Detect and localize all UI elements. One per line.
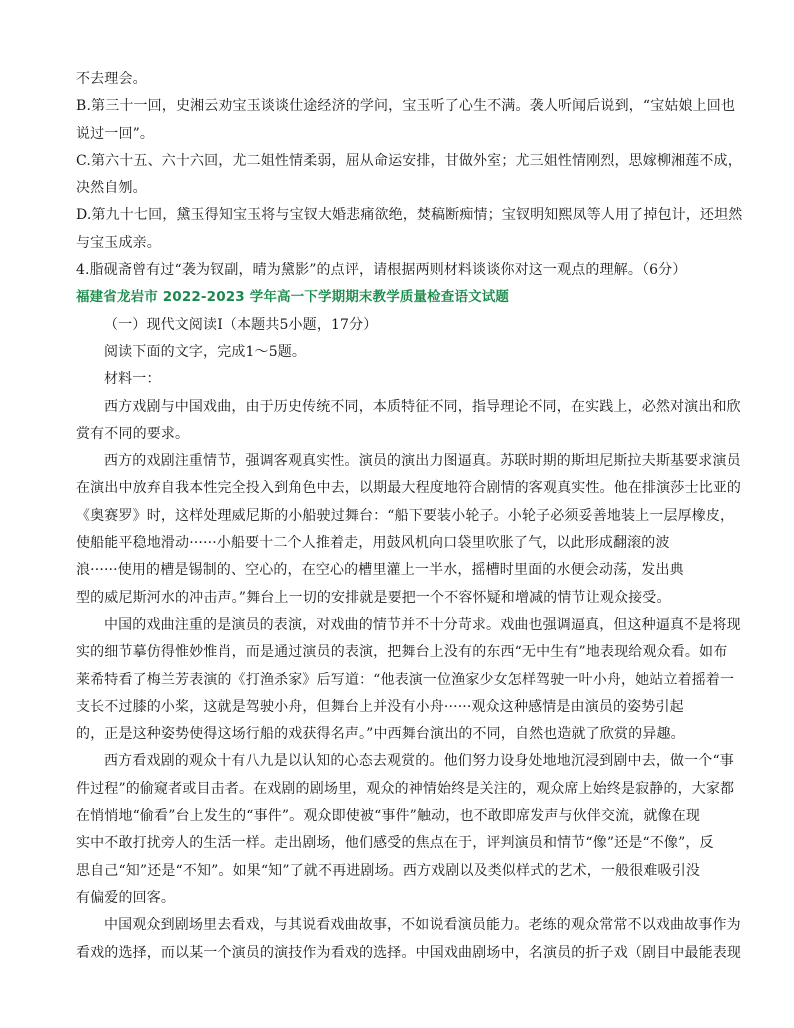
paragraph-4-line: 西方看戏剧的观众十有八九是以认知的心态去观赏的。他们努力设身处地地沉浸到剧中去，做一个“事	[104, 753, 734, 770]
option-d-line: 与宝玉成亲。	[76, 234, 161, 251]
paragraph-2-line: 西方的戏剧注重情节，强调客观真实性。演员的演出力图逼真。苏联时期的斯坦尼斯拉夫斯基要求演员	[104, 453, 741, 470]
paragraph-2-line: 型的威尼斯河水的冲击声。”舞台上一切的安排就是要把一个不容怀疑和增减的情节让观众接受。	[76, 589, 671, 606]
paragraph-2-line: 《奥赛罗》时，这样处理威尼斯的小船驶过舞台：“船下要装小轮子。小轮子必须妥善地装上一层厚橡皮，	[76, 507, 735, 524]
paragraph-4-line: 思自己“知”还是“不知”。如果“知”了就不再进剧场。西方戏剧以及类似样式的艺术，一般很难吸引没	[76, 862, 700, 879]
paragraph-5-line: 看戏的选择，而以某一个演员的演技作为看戏的选择。中国戏曲剧场中，名演员的折子戏（剧目中最能表现	[76, 944, 742, 961]
paragraph-3-line: 实的细节摹仿得惟妙惟肖，而是通过演员的表演，把舞台上没有的东西“无中生有”地表现给观众看。如布	[76, 644, 728, 661]
paragraph-3-line: 的，正是这种姿势使得这场行船的戏获得名声。”中西舞台演出的不同，自然也造就了欣赏的异趣。	[76, 726, 685, 743]
paragraph-3-line: 莱希特看了梅兰芳表演的《打渔杀家》后写道：“他表演一位渔家少女怎样驾驶一叶小舟，她站立着摇着一	[76, 671, 735, 688]
option-d-line: D.第九十七回，黛玉得知宝玉将与宝钗大婚悲痛欲绝，焚稿断痴情；宝钗明知熙凤等人用了掉包计，还坦然	[76, 207, 743, 224]
instruction: 阅读下面的文字，完成1～5题。	[104, 343, 307, 360]
paragraph-4-line: 件过程”的偷窥者或目击者。在戏剧的剧场里，观众的神情始终是关注的，观众席上始终是寂静的，大家都	[76, 780, 735, 797]
section-title: （一）现代文阅读I（本题共5小题，17分）	[104, 316, 378, 333]
paragraph-1-line: 赏有不同的要求。	[76, 425, 190, 442]
paragraph-2-line: 在演出中放弃自我本性完全投入到角色中去，以期最大程度地符合剧情的客观真实性。他在排演莎士比亚的	[76, 480, 742, 497]
paragraph-5-line: 中国观众到剧场里去看戏，与其说看戏曲故事，不如说看演员能力。老练的观众常常不以戏曲故事作为	[104, 917, 741, 934]
option-c-line: C.第六十五、六十六回，尤二姐性情柔弱，屈从命运安排，甘做外室；尤三姐性情刚烈，思嫁柳湘莲不成，	[76, 152, 742, 169]
option-b-line: 说过一回”。	[76, 125, 155, 142]
paragraph-2-line: 使船能平稳地滑动······小船要十二个人推着走，用鼓风机向口袋里吹胀了气，以此形成翻滚的波	[76, 535, 670, 552]
paragraph-4-line: 实中不敢打扰旁人的生活一样。走出剧场，他们感受的焦点在于，评判演员和情节“像”还是“不像”，反	[76, 835, 714, 852]
paragraph-1-line: 西方戏剧与中国戏曲，由于历史传统不同，本质特征不同，指导理论不同，在实践上，必然对演出和欣	[104, 398, 741, 415]
paragraph-3-line: 支长不过膝的小桨，这就是驾驶小舟，但舞台上并没有小舟······观众这种感情是由演员的姿势引起	[76, 698, 684, 715]
paragraph-4-line: 有偏爱的回客。	[76, 889, 176, 906]
paragraph-4-line: 在悄悄地“偷看”台上发生的“事件”。观众即使被“事件”触动，也不敢即席发声与伙伴交流，就像在现	[76, 808, 700, 825]
question-4: 4.脂砚斋曾有过“袭为钗副，晴为黛影”的点评，请根据两则材料谈谈你对这一观点的理解。（6分）	[76, 262, 687, 279]
paragraph-3-line: 中国的戏曲注重的是演员的表演，对戏曲的情节并不十分苛求。戏曲也强调逼真，但这种逼真不是将现	[104, 616, 741, 633]
text-line: 不去理会。	[76, 71, 147, 87]
option-b-line: B.第三十一回，史湘云劝宝玉谈谈仕途经济的学问，宝玉听了心生不满。袭人听闻后说到，“宝姑娘上回也	[76, 98, 736, 115]
option-c-line: 决然自刎。	[76, 180, 147, 197]
exam-title: 福建省龙岩市 2022-2023 学年高一下学期期末教学质量检查语文试题	[76, 289, 510, 306]
paragraph-2-line: 浪······使用的槽是锡制的、空心的，在空心的槽里灌上一半水，摇槽时里面的水便会动荡，发出典	[76, 562, 684, 579]
material-label: 材料一：	[104, 371, 161, 388]
